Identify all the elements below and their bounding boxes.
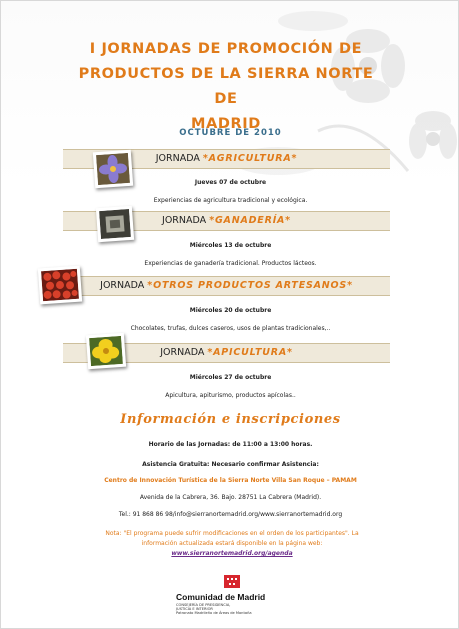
jornada-name: *OTROS PRODUCTOS ARTESANOS* bbox=[147, 280, 353, 291]
jornada-prefix: JORNADA bbox=[162, 215, 210, 226]
address-text: Avenida de la Cabrera, 36. Bajo. 28751 La Cabrera (Madrid). bbox=[139, 494, 322, 501]
jornada-day: Miércoles 13 de octubre bbox=[189, 242, 272, 249]
info-heading: Información e inscripciones bbox=[120, 412, 341, 427]
logo-sub-line: JUSTICIA E INTERIOR bbox=[176, 607, 213, 612]
logo-sub-line: Patronato Madrileño de Áreas de Montaña bbox=[176, 611, 252, 616]
note-text bbox=[91, 529, 373, 559]
yellow-flower-photo bbox=[86, 333, 126, 370]
event-date: OCTUBRE DE 2010 bbox=[179, 128, 282, 138]
jornada-name: *AGRICULTURA* bbox=[202, 153, 298, 164]
contact-text: Tel.: 91 868 86 98/info@sierranortemadrid.org/www.sierranortemadrid.org bbox=[118, 511, 343, 518]
attendance-text: Asistencia Gratuita: Necesario confirmar Asistencia: bbox=[142, 461, 319, 468]
logo-subtitle bbox=[176, 603, 296, 616]
jornada-prefix: JORNADA bbox=[100, 280, 148, 291]
logo-sub-line: CONSEJERÍA DE PRESIDENCIA, bbox=[176, 603, 231, 607]
jornada-day: Miércoles 20 de octubre bbox=[189, 307, 272, 314]
center-name: Centro de Innovación Turística de la Sierra Norte Villa San Roque – PAMAM bbox=[104, 477, 357, 484]
schedule-text: Horario de las Jornadas: de 11:00 a 13:00 horas. bbox=[148, 441, 313, 448]
jornada-day: Miércoles 27 de octubre bbox=[189, 374, 272, 381]
title-line: I JORNADAS DE PROMOCIÓN DE bbox=[89, 41, 363, 57]
jornada-description: Apicultura, apiturismo, productos apícolas.. bbox=[165, 392, 296, 399]
jornada-prefix: JORNADA bbox=[160, 347, 208, 358]
madrid-stars-icon bbox=[224, 575, 240, 588]
jornada-name: *GANADERÍA* bbox=[209, 215, 291, 226]
jornada-description: Experiencias de agricultura tradicional y ecológica. bbox=[153, 197, 308, 204]
jornada-band-otros-productos bbox=[63, 276, 390, 296]
title-line: MADRID bbox=[191, 116, 261, 132]
berries-photo bbox=[38, 266, 82, 305]
jornada-day: Jueves 07 de octubre bbox=[194, 179, 267, 186]
note-body: Nota: "El programa puede sufrir modificaciones en el orden de los participantes". La información actualizada estará disponible en la página web: bbox=[105, 530, 359, 547]
livestock-photo bbox=[96, 206, 134, 242]
title-line: PRODUCTOS DE LA SIERRA NORTE DE bbox=[78, 66, 374, 107]
jornada-prefix: JORNADA bbox=[155, 153, 203, 164]
jornada-description: Experiencias de ganadería tradicional. Productos lácteos. bbox=[144, 260, 317, 267]
agenda-link[interactable]: www.sierranortemadrid.org/agenda bbox=[171, 550, 293, 557]
event-title bbox=[76, 37, 376, 137]
jornada-name: *APICULTURA* bbox=[207, 347, 293, 358]
jornada-description: Chocolates, trufas, dulces caseros, usos de plantas tradicionales,.. bbox=[130, 325, 331, 332]
logo-name: Comunidad de Madrid bbox=[176, 592, 266, 602]
